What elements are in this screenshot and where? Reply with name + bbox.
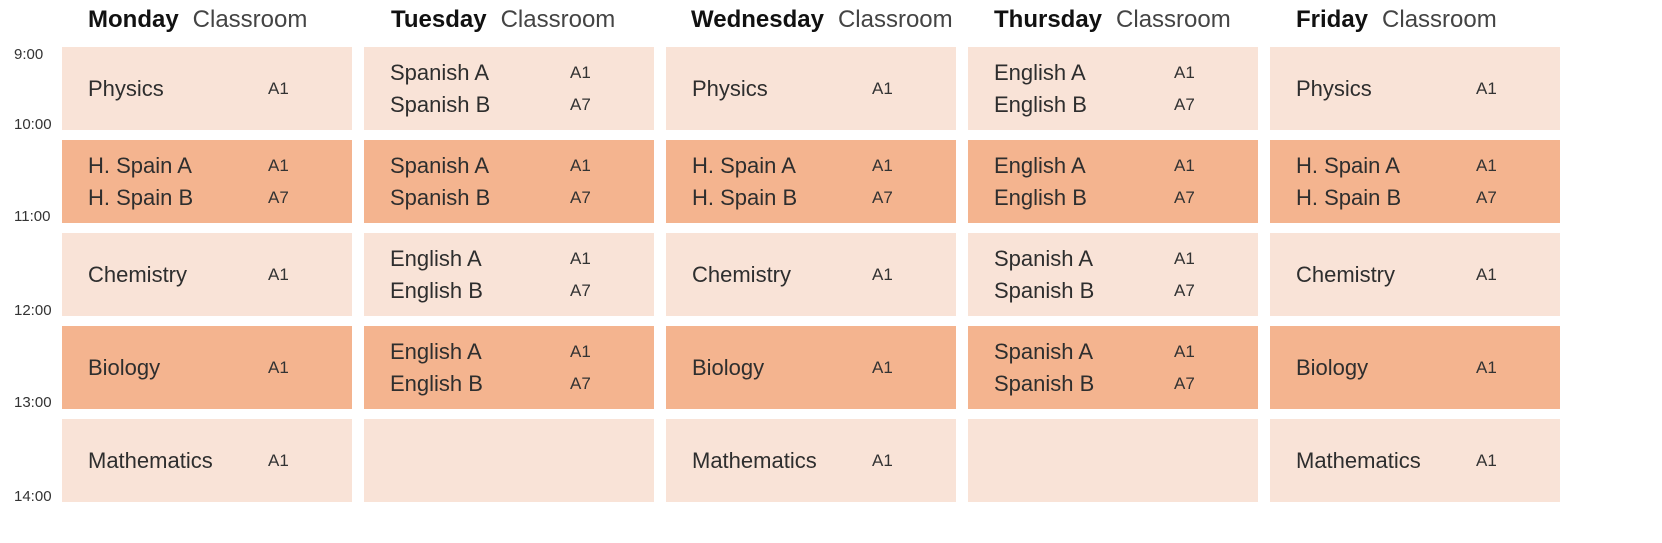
lesson-list xyxy=(62,73,352,105)
lesson-list xyxy=(364,336,654,400)
subject-name: H. Spain A xyxy=(1296,152,1400,178)
classroom-code: A1 xyxy=(872,450,893,470)
subject-name: Spanish B xyxy=(390,91,491,117)
classroom-code: A1 xyxy=(1476,155,1497,175)
time-label: 10:00 xyxy=(14,116,52,133)
lesson-row xyxy=(364,182,654,214)
lesson-list xyxy=(364,57,654,121)
lesson-row xyxy=(364,275,654,307)
time-label: 13:00 xyxy=(14,394,52,411)
lesson-list xyxy=(62,352,352,384)
subject-name: Spanish B xyxy=(390,184,491,210)
classroom-code: A1 xyxy=(1476,78,1497,98)
classroom-code: A1 xyxy=(1476,357,1497,377)
day-name: Tuesday xyxy=(391,6,487,33)
lesson-row xyxy=(968,368,1258,400)
lesson-block xyxy=(1270,419,1560,502)
subject-name: Physics xyxy=(88,75,164,101)
lesson-row xyxy=(364,336,654,368)
day-header xyxy=(1296,4,1497,36)
subject-name: English B xyxy=(390,277,483,303)
lesson-list xyxy=(1270,259,1560,291)
classroom-code: A1 xyxy=(872,357,893,377)
lesson-row xyxy=(666,73,956,105)
lesson-row xyxy=(364,368,654,400)
classroom-code: A7 xyxy=(570,373,591,393)
lesson-list xyxy=(968,57,1258,121)
classroom-code: A1 xyxy=(872,155,893,175)
lesson-block xyxy=(62,326,352,409)
lesson-list xyxy=(1270,445,1560,477)
lesson-row xyxy=(1270,150,1560,182)
subject-name: Spanish B xyxy=(994,277,1095,303)
lesson-row xyxy=(364,243,654,275)
lesson-row xyxy=(364,57,654,89)
subject-name: Physics xyxy=(692,75,768,101)
lesson-block xyxy=(364,140,654,223)
classroom-code: A1 xyxy=(268,155,289,175)
lesson-list xyxy=(666,445,956,477)
classroom-code: A7 xyxy=(268,187,289,207)
lesson-row xyxy=(62,182,352,214)
lesson-row xyxy=(1270,73,1560,105)
subject-name: English B xyxy=(994,184,1087,210)
classroom-code: A7 xyxy=(1174,94,1195,114)
day-name: Monday xyxy=(88,6,179,33)
subject-name: Physics xyxy=(1296,75,1372,101)
lesson-row xyxy=(968,57,1258,89)
subject-name: H. Spain A xyxy=(88,152,192,178)
time-label: 12:00 xyxy=(14,302,52,319)
lesson-block xyxy=(1270,47,1560,130)
day-header xyxy=(691,4,953,36)
subject-name: Biology xyxy=(88,354,161,380)
lesson-block xyxy=(364,233,654,316)
lesson-block xyxy=(364,47,654,130)
classroom-code: A1 xyxy=(1476,450,1497,470)
lesson-list xyxy=(666,73,956,105)
classroom-column-label: Classroom xyxy=(500,6,616,33)
subject-name: Mathematics xyxy=(88,447,213,473)
classroom-code: A7 xyxy=(570,280,591,300)
lesson-row xyxy=(1270,259,1560,291)
classroom-code: A1 xyxy=(268,450,289,470)
lesson-list xyxy=(968,150,1258,214)
subject-name: English B xyxy=(390,370,483,396)
subject-name: English A xyxy=(390,338,482,364)
lesson-list xyxy=(968,336,1258,400)
lesson-row xyxy=(62,150,352,182)
lesson-block xyxy=(62,419,352,502)
lesson-row xyxy=(666,150,956,182)
lesson-list xyxy=(666,259,956,291)
classroom-code: A1 xyxy=(570,248,591,268)
classroom-code: A1 xyxy=(268,357,289,377)
lesson-block xyxy=(62,140,352,223)
lesson-row xyxy=(666,259,956,291)
day-name: Friday xyxy=(1296,6,1369,33)
lesson-block xyxy=(666,233,956,316)
subject-name: H. Spain B xyxy=(692,184,798,210)
classroom-code: A7 xyxy=(1174,187,1195,207)
classroom-code: A7 xyxy=(1476,187,1497,207)
subject-name: Spanish A xyxy=(390,152,490,178)
lesson-block xyxy=(968,326,1258,409)
classroom-code: A1 xyxy=(1174,248,1195,268)
lesson-block xyxy=(62,233,352,316)
time-label: 11:00 xyxy=(14,208,51,225)
lesson-list xyxy=(666,150,956,214)
day-header xyxy=(88,4,307,36)
lesson-list xyxy=(364,243,654,307)
lesson-row xyxy=(666,352,956,384)
lesson-row xyxy=(62,352,352,384)
lesson-list xyxy=(1270,352,1560,384)
subject-name: Mathematics xyxy=(692,447,817,473)
lesson-row xyxy=(1270,182,1560,214)
lesson-list xyxy=(364,150,654,214)
lesson-row xyxy=(364,89,654,121)
lesson-row xyxy=(968,243,1258,275)
lesson-block xyxy=(968,419,1258,502)
subject-name: Mathematics xyxy=(1296,447,1421,473)
day-name: Wednesday xyxy=(691,6,824,33)
subject-name: English A xyxy=(994,59,1086,85)
lesson-block xyxy=(666,326,956,409)
lesson-block xyxy=(1270,140,1560,223)
lesson-block xyxy=(968,233,1258,316)
classroom-code: A1 xyxy=(570,62,591,82)
lesson-list xyxy=(968,243,1258,307)
classroom-code: A1 xyxy=(268,264,289,284)
subject-name: Spanish A xyxy=(994,245,1094,271)
lesson-list xyxy=(1270,73,1560,105)
lesson-row xyxy=(62,259,352,291)
lesson-row xyxy=(968,182,1258,214)
lesson-block xyxy=(968,140,1258,223)
lesson-block xyxy=(666,419,956,502)
classroom-code: A7 xyxy=(570,187,591,207)
classroom-code: A1 xyxy=(1174,341,1195,361)
subject-name: H. Spain B xyxy=(1296,184,1402,210)
classroom-column-label: Classroom xyxy=(1116,6,1231,33)
classroom-code: A7 xyxy=(570,94,591,114)
classroom-code: A1 xyxy=(1174,155,1195,175)
subject-name: Chemistry xyxy=(692,261,792,287)
subject-name: English A xyxy=(994,152,1086,178)
lesson-row xyxy=(62,73,352,105)
subject-name: Biology xyxy=(692,354,765,380)
subject-name: Spanish B xyxy=(994,370,1095,396)
classroom-column-label: Classroom xyxy=(1382,6,1497,33)
subject-name: English A xyxy=(390,245,482,271)
lesson-row xyxy=(666,445,956,477)
lesson-block xyxy=(968,47,1258,130)
lesson-row xyxy=(968,89,1258,121)
subject-name: Chemistry xyxy=(1296,261,1396,287)
subject-name: Spanish A xyxy=(994,338,1094,364)
classroom-code: A7 xyxy=(1174,373,1195,393)
classroom-code: A1 xyxy=(872,78,893,98)
lesson-row xyxy=(1270,352,1560,384)
lesson-list xyxy=(62,445,352,477)
classroom-code: A1 xyxy=(570,155,591,175)
day-header xyxy=(391,4,615,36)
classroom-column-label: Classroom xyxy=(837,6,953,33)
lesson-row xyxy=(968,275,1258,307)
subject-name: H. Spain B xyxy=(88,184,194,210)
lesson-block xyxy=(666,47,956,130)
lesson-row xyxy=(364,150,654,182)
lesson-row xyxy=(62,445,352,477)
classroom-code: A1 xyxy=(1174,62,1195,82)
lesson-list xyxy=(1270,150,1560,214)
time-label: 9:00 xyxy=(14,46,44,63)
subject-name: H. Spain A xyxy=(692,152,796,178)
lesson-row xyxy=(1270,445,1560,477)
time-label: 14:00 xyxy=(14,488,52,505)
lesson-block xyxy=(666,140,956,223)
lesson-row xyxy=(968,150,1258,182)
lesson-block xyxy=(364,326,654,409)
lesson-list xyxy=(666,352,956,384)
subject-name: Chemistry xyxy=(88,261,188,287)
lesson-block xyxy=(62,47,352,130)
lesson-list xyxy=(62,259,352,291)
lesson-list xyxy=(62,150,352,214)
classroom-code: A1 xyxy=(872,264,893,284)
day-name: Thursday xyxy=(994,6,1103,33)
lesson-block xyxy=(1270,326,1560,409)
classroom-code: A1 xyxy=(268,78,289,98)
lesson-block xyxy=(364,419,654,502)
subject-name: English B xyxy=(994,91,1087,117)
classroom-code: A1 xyxy=(570,341,591,361)
classroom-column-label: Classroom xyxy=(192,6,308,33)
classroom-code: A7 xyxy=(1174,280,1195,300)
subject-name: Biology xyxy=(1296,354,1369,380)
lesson-row xyxy=(968,336,1258,368)
subject-name: Spanish A xyxy=(390,59,490,85)
lesson-row xyxy=(666,182,956,214)
day-header xyxy=(994,4,1231,36)
lesson-block xyxy=(1270,233,1560,316)
classroom-code: A7 xyxy=(872,187,893,207)
classroom-code: A1 xyxy=(1476,264,1497,284)
